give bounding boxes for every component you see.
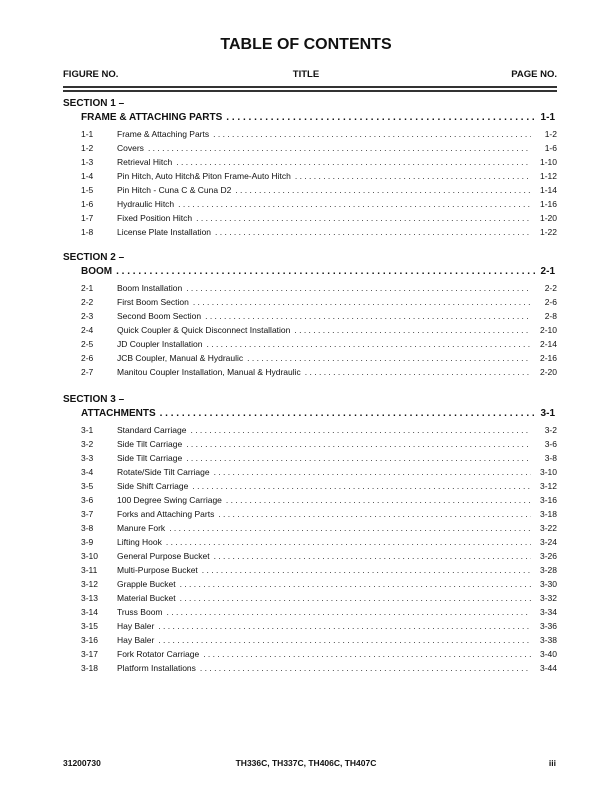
entry-title: Manitou Coupler Installation, Manual & Hydraulic [117, 367, 301, 377]
section-title-link[interactable] [81, 407, 557, 423]
entry-title: Fixed Position Hitch [117, 213, 193, 223]
entry-title: Fork Rotator Carriage [117, 649, 200, 659]
toc-entry[interactable] [81, 183, 557, 197]
figure-number: 2-4 [81, 325, 94, 335]
entry-title: Covers [117, 143, 144, 153]
entry-page: 2-6 [544, 297, 557, 307]
toc-entry[interactable] [81, 365, 557, 379]
header-title: TITLE [292, 69, 320, 80]
dot-leader [202, 563, 531, 577]
toc-entry[interactable] [81, 211, 557, 225]
toc-entry[interactable] [81, 577, 557, 591]
dot-leader [166, 535, 531, 549]
section-title: FRAME & ATTACHING PARTS [81, 112, 223, 123]
entry-page: 2-10 [539, 325, 557, 335]
entry-title: Retrieval Hitch [117, 157, 173, 167]
dot-leader [214, 549, 531, 563]
dot-leader [295, 169, 531, 183]
figure-number: 1-6 [81, 199, 94, 209]
footer-doc-number: 31200730 [63, 758, 101, 768]
dot-leader [218, 507, 531, 521]
figure-number: 3-3 [81, 453, 94, 463]
entry-title: Platform Installations [117, 663, 196, 673]
toc-entry[interactable] [81, 493, 557, 507]
figure-number: 3-12 [81, 579, 99, 589]
entry-page: 3-22 [539, 523, 557, 533]
dot-leader [176, 155, 531, 169]
figure-number: 3-4 [81, 467, 94, 477]
entry-page: 2-2 [544, 283, 557, 293]
entry-title: Quick Coupler & Quick Disconnect Installation [117, 325, 291, 335]
toc-entry[interactable] [81, 535, 557, 549]
section-label: SECTION 2 – [63, 252, 125, 263]
entry-page: 2-20 [539, 367, 557, 377]
entry-page: 3-28 [539, 565, 557, 575]
entry-page: 3-12 [539, 481, 557, 491]
entry-title: Frame & Attaching Parts [117, 129, 210, 139]
entry-page: 3-36 [539, 621, 557, 631]
entry-title: JD Coupler Installation [117, 339, 203, 349]
dot-leader [178, 197, 531, 211]
entry-page: 3-6 [544, 439, 557, 449]
figure-number: 1-8 [81, 227, 94, 237]
entry-page: 3-8 [544, 453, 557, 463]
dot-leader [186, 451, 531, 465]
entry-page: 1-22 [539, 227, 557, 237]
page-title: TABLE OF CONTENTS [220, 36, 392, 53]
toc-entry[interactable] [81, 197, 557, 211]
dot-leader [148, 141, 531, 155]
toc-entry[interactable] [81, 437, 557, 451]
entry-page: 3-24 [539, 537, 557, 547]
dot-leader [169, 521, 531, 535]
section-title-link[interactable] [81, 111, 557, 127]
toc-entry[interactable] [81, 661, 557, 675]
figure-number: 2-5 [81, 339, 94, 349]
entry-title: Side Tilt Carriage [117, 439, 183, 449]
figure-number: 3-2 [81, 439, 94, 449]
dot-leader [180, 591, 531, 605]
entry-page: 1-6 [544, 143, 557, 153]
entry-title: Manure Fork [117, 523, 166, 533]
dot-leader [207, 337, 531, 351]
entry-title: Forks and Attaching Parts [117, 509, 215, 519]
toc-entry[interactable] [81, 591, 557, 605]
entry-page: 3-32 [539, 593, 557, 603]
section-title-link[interactable] [81, 265, 557, 281]
figure-number: 3-18 [81, 663, 99, 673]
figure-number: 3-10 [81, 551, 99, 561]
dot-leader [305, 365, 531, 379]
toc-entry[interactable] [81, 479, 557, 493]
toc-entry[interactable] [81, 633, 557, 647]
toc-entry[interactable] [81, 127, 557, 141]
toc-entry[interactable] [81, 281, 557, 295]
entry-page: 1-20 [539, 213, 557, 223]
toc-entry[interactable] [81, 563, 557, 577]
entry-page: 3-44 [539, 663, 557, 673]
entry-title: Truss Boom [117, 607, 163, 617]
toc-entry[interactable] [81, 465, 557, 479]
entry-page: 1-14 [539, 185, 557, 195]
entry-page: 2-16 [539, 353, 557, 363]
dot-leader [214, 465, 531, 479]
figure-number: 1-2 [81, 143, 94, 153]
figure-number: 2-3 [81, 311, 94, 321]
dot-leader [193, 295, 531, 309]
footer-models: TH336C, TH337C, TH406C, TH407C [235, 758, 377, 768]
toc-entry[interactable] [81, 155, 557, 169]
section-page: 1-1 [540, 112, 555, 123]
entry-page: 2-8 [544, 311, 557, 321]
entry-page: 1-16 [539, 199, 557, 209]
figure-number: 3-16 [81, 635, 99, 645]
dot-leader [226, 493, 531, 507]
entry-page: 3-10 [539, 467, 557, 477]
entry-title: Material Bucket [117, 593, 176, 603]
dot-leader [200, 661, 531, 675]
entry-title: Standard Carriage [117, 425, 187, 435]
entry-title: Lifting Hook [117, 537, 162, 547]
figure-number: 3-15 [81, 621, 99, 631]
entry-page: 3-38 [539, 635, 557, 645]
figure-number: 3-9 [81, 537, 94, 547]
toc-entry[interactable] [81, 549, 557, 563]
entry-title: Hay Baler [117, 635, 155, 645]
entry-title: Pin Hitch, Auto Hitch& Piton Frame-Auto Hitch [117, 171, 291, 181]
dot-leader [213, 127, 531, 141]
entry-title: Side Shift Carriage [117, 481, 189, 491]
figure-number: 2-2 [81, 297, 94, 307]
entry-title: Hay Baler [117, 621, 155, 631]
figure-number: 3-13 [81, 593, 99, 603]
entry-title: JCB Coupler, Manual & Hydraulic [117, 353, 244, 363]
figure-number: 1-1 [81, 129, 94, 139]
footer-page-number: iii [548, 758, 556, 768]
entry-page: 1-12 [539, 171, 557, 181]
figure-number: 3-1 [81, 425, 94, 435]
section-title: ATTACHMENTS [81, 408, 156, 419]
entry-title: License Plate Installation [117, 227, 212, 237]
dot-leader [196, 211, 531, 225]
entry-page: 3-26 [539, 551, 557, 561]
figure-number: 2-7 [81, 367, 94, 377]
section-page: 3-1 [540, 408, 555, 419]
toc-entry[interactable] [81, 323, 557, 337]
toc-entry[interactable] [81, 169, 557, 183]
figure-number: 1-4 [81, 171, 94, 181]
entry-title: Second Boom Section [117, 311, 202, 321]
figure-number: 3-17 [81, 649, 99, 659]
figure-number: 3-8 [81, 523, 94, 533]
entry-title: 100 Degree Swing Carriage [117, 495, 222, 505]
toc-entry[interactable] [81, 295, 557, 309]
toc-entry[interactable] [81, 309, 557, 323]
dot-leader [160, 407, 535, 421]
section-title: BOOM [81, 266, 113, 277]
entry-page: 3-18 [539, 509, 557, 519]
dot-leader [167, 605, 531, 619]
entry-page: 3-30 [539, 579, 557, 589]
dot-leader [180, 577, 531, 591]
figure-number: 1-5 [81, 185, 94, 195]
entry-title: Hydraulic Hitch [117, 199, 175, 209]
section-label: SECTION 1 – [63, 98, 125, 109]
dot-leader [247, 351, 531, 365]
entry-title: Multi-Purpose Bucket [117, 565, 198, 575]
figure-number: 1-3 [81, 157, 94, 167]
section-page: 2-1 [540, 266, 555, 277]
toc-entry[interactable] [81, 521, 557, 535]
dot-leader [192, 479, 531, 493]
figure-number: 1-7 [81, 213, 94, 223]
dot-leader [186, 437, 531, 451]
toc-entry[interactable] [81, 225, 557, 239]
toc-entry[interactable] [81, 423, 557, 437]
dot-leader [215, 225, 531, 239]
entry-title: Grapple Bucket [117, 579, 176, 589]
toc-entry[interactable] [81, 605, 557, 619]
dot-leader [226, 111, 535, 125]
figure-number: 3-7 [81, 509, 94, 519]
dot-leader [190, 423, 531, 437]
entry-page: 3-34 [539, 607, 557, 617]
dot-leader [158, 619, 531, 633]
figure-number: 3-6 [81, 495, 94, 505]
figure-number: 3-11 [81, 565, 98, 575]
section-1 [63, 97, 557, 239]
dot-leader [116, 265, 535, 279]
entry-page: 2-14 [539, 339, 557, 349]
toc-entry[interactable] [81, 351, 557, 365]
section-3 [63, 393, 557, 675]
entry-page: 3-2 [544, 425, 557, 435]
entry-title: First Boom Section [117, 297, 189, 307]
section-label: SECTION 3 – [63, 394, 125, 405]
dot-leader [235, 183, 531, 197]
dot-leader [294, 323, 531, 337]
dot-leader [186, 281, 531, 295]
toc-entry[interactable] [81, 507, 557, 521]
entry-page: 3-40 [539, 649, 557, 659]
entry-page: 3-16 [539, 495, 557, 505]
header-figure-no: FIGURE NO. [63, 69, 119, 80]
figure-number: 3-5 [81, 481, 94, 491]
header-double-rule [63, 86, 557, 92]
entry-title: Pin Hitch - Cuna C & Cuna D2 [117, 185, 232, 195]
entry-page: 1-2 [544, 129, 557, 139]
entry-title: Rotate/Side Tilt Carriage [117, 467, 210, 477]
entry-title: Boom Installation [117, 283, 183, 293]
entry-page: 1-10 [539, 157, 557, 167]
toc-entry[interactable] [81, 647, 557, 661]
dot-leader [203, 647, 531, 661]
toc-entry[interactable] [81, 141, 557, 155]
entry-title: General Purpose Bucket [117, 551, 210, 561]
toc-entry[interactable] [81, 451, 557, 465]
figure-number: 2-6 [81, 353, 94, 363]
figure-number: 2-1 [81, 283, 94, 293]
toc-entry[interactable] [81, 337, 557, 351]
dot-leader [205, 309, 531, 323]
dot-leader [158, 633, 531, 647]
toc-entry[interactable] [81, 619, 557, 633]
section-2 [63, 251, 557, 379]
header-page-no: PAGE NO. [511, 69, 557, 80]
entry-title: Side Tilt Carriage [117, 453, 183, 463]
figure-number: 3-14 [81, 607, 99, 617]
